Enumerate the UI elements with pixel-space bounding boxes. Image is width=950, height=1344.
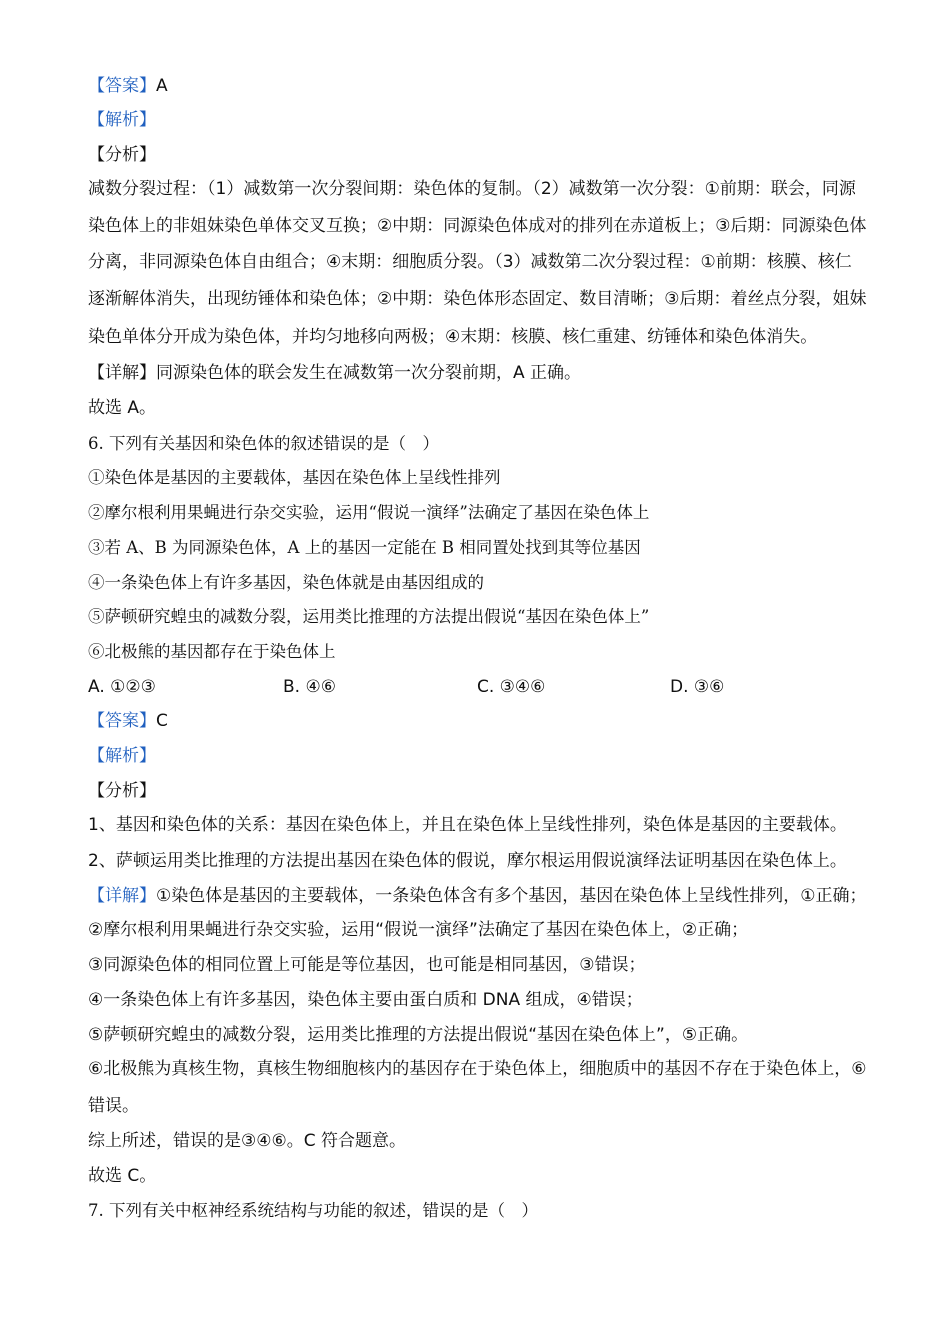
detail-text: ①染色体是基因的主要载体，一条染色体含有多个基因，基因在染色体上呈线性排列，①正确；: [156, 886, 867, 906]
statement: ①染色体是基因的主要载体，基因在染色体上呈线性排列: [88, 468, 501, 487]
statement: ④一条染色体上有许多基因，染色体就是由基因组成的: [88, 573, 484, 592]
fenxi-line: 染色单体分开成为染色体，并均匀地移向两极；④末期：核膜、核仁重建、纺锤体和染色体消失。: [88, 327, 818, 347]
answer-value: A: [156, 76, 168, 96]
answer-row: [88, 74, 168, 98]
statement: ③若 A、B 为同源染色体，A 上的基因一定能在 B 相同置处找到其等位基因: [88, 538, 641, 557]
summary-line: 综上所述，错误的是③④⑥。C 符合题意。: [88, 1131, 406, 1151]
detail-row: [88, 361, 581, 385]
statement: ⑤萨顿研究蝗虫的减数分裂，运用类比推理的方法提出假说“基因在染色体上”: [88, 607, 650, 626]
answer-value: C: [156, 711, 168, 731]
answer-label: 【答案】: [88, 76, 156, 96]
detail-line: ④一条染色体上有许多基因，染色体主要由蛋白质和 DNA 组成，④错误；: [88, 990, 643, 1010]
statement: ②摩尔根利用果蝇进行杂交实验，运用“假说一演绎”法确定了基因在染色体上: [88, 503, 650, 522]
detail-label: 【详解】: [88, 886, 156, 906]
conclusion: 故选 A。: [88, 398, 157, 418]
statement: ⑥北极熊的基因都存在于染色体上: [88, 642, 336, 661]
fenxi-line: 分离，非同源染色体自由组合；④末期：细胞质分裂。（3）减数第二次分裂过程：①前期：核膜、核仁: [88, 252, 852, 272]
fenxi-line: 1、基因和染色体的关系：基因在染色体上，并且在染色体上呈线性排列，染色体是基因的主要载体。: [88, 815, 847, 835]
detail-line: ③同源染色体的相同位置上可能是等位基因，也可能是相同基因，③错误；: [88, 955, 646, 975]
detail-line: ⑤萨顿研究蝗虫的减数分裂，运用类比推理的方法提出假说“基因在染色体上”，⑤正确。: [88, 1025, 749, 1045]
fenxi-label: 【分析】: [88, 781, 156, 801]
fenxi-line: 减数分裂过程：（1）减数第一次分裂间期：染色体的复制。（2）减数第一次分裂：①前期：联会，同源: [88, 179, 856, 199]
detail-label: 【详解】: [88, 363, 156, 383]
option-b: B. ④⑥: [283, 677, 336, 697]
detail-text: 同源染色体的联会发生在减数第一次分裂前期，A 正确。: [156, 363, 582, 383]
answer-row: [88, 709, 168, 733]
question-stem: 6. 下列有关基因和染色体的叙述错误的是（ ）: [88, 434, 439, 453]
analysis-label: 【解析】: [88, 110, 156, 130]
analysis-label: 【解析】: [88, 746, 156, 766]
detail-line: ⑥北极熊为真核生物，真核生物细胞核内的基因存在于染色体上，细胞质中的基因不存在于染色体上，⑥: [88, 1059, 867, 1079]
fenxi-line: 染色体上的非姐妹染色单体交叉互换；②中期：同源染色体成对的排列在赤道板上；③后期：同源染色体: [88, 216, 867, 236]
detail-row: [88, 884, 866, 908]
option-d: D. ③⑥: [670, 677, 725, 697]
option-a: A. ①②③: [88, 677, 156, 697]
detail-line: 错误。: [88, 1096, 139, 1116]
conclusion: 故选 C。: [88, 1166, 157, 1186]
option-c: C. ③④⑥: [477, 677, 546, 697]
question-stem: 7. 下列有关中枢神经系统结构与功能的叙述，错误的是（ ）: [88, 1201, 538, 1220]
fenxi-label: 【分析】: [88, 145, 156, 165]
fenxi-line: 2、萨顿运用类比推理的方法提出基因在染色体的假说，摩尔根运用假说演绎法证明基因在染色体上。: [88, 851, 847, 871]
detail-line: ②摩尔根利用果蝇进行杂交实验，运用“假说一演绎”法确定了基因在染色体上，②正确；: [88, 920, 749, 940]
answer-label: 【答案】: [88, 711, 156, 731]
fenxi-line: 逐渐解体消失，出现纺锤体和染色体；②中期：染色体形态固定、数目清晰；③后期：着丝点分裂，姐妹: [88, 289, 867, 309]
